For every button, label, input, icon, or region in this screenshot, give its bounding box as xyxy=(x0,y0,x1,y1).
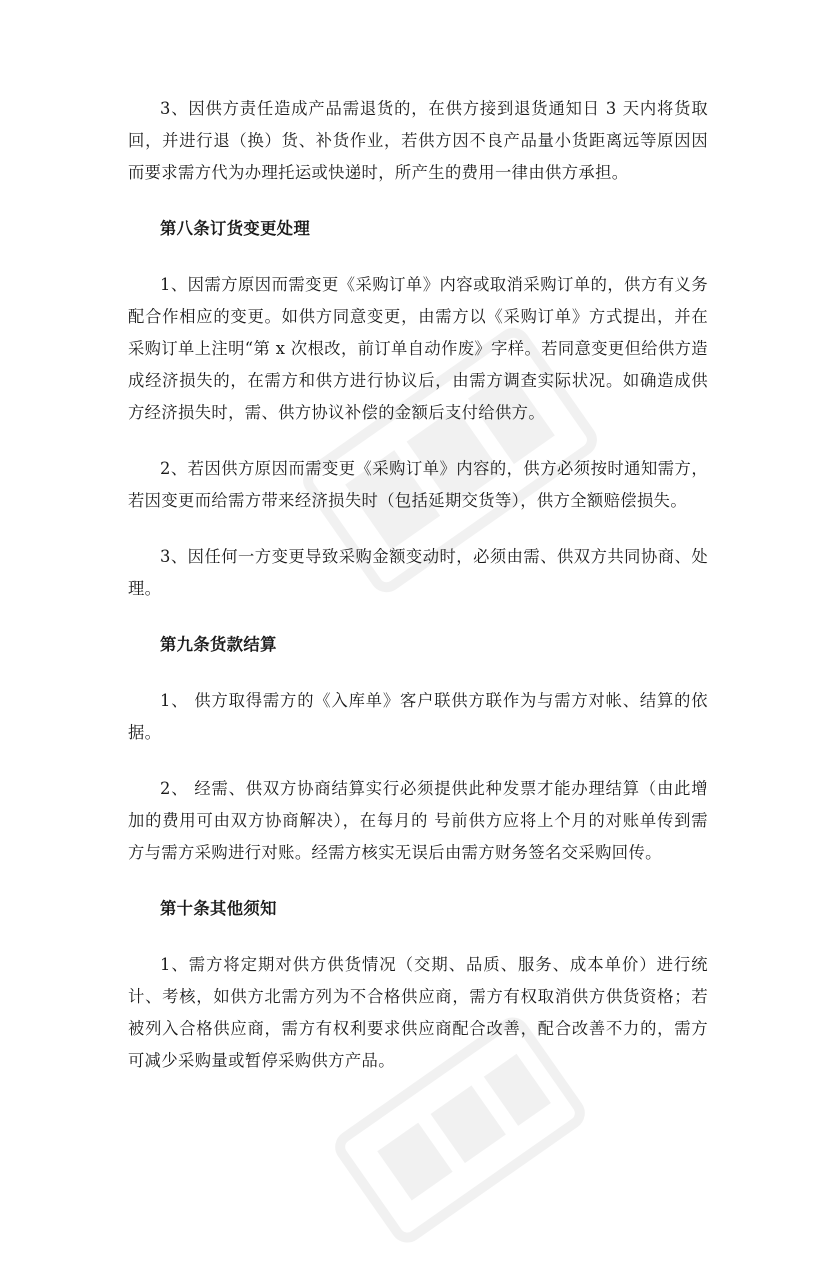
paragraph-article-10-item-1: 1、需方将定期对供方供货情况（交期、品质、服务、成本单价）进行统计、考核，如供方北需方列为不合格供应商，需方有权取消供方供货资格；若被列入合格供应商，需方有权利要求供应商配合改善，配合改善不力的，需方可减少采购量或暂停采购供方产品。 xyxy=(128,955,708,1070)
section-heading-article-9: 第九条货款结算 xyxy=(160,635,277,654)
document-body xyxy=(128,93,708,1077)
paragraph-article-8-item-3: 3、因任何一方变更导致采购金额变动时，必须由需、供双方共同协商、处理。 xyxy=(128,547,708,598)
section-heading-article-10: 第十条其他须知 xyxy=(160,899,277,918)
paragraph-article-8-item-1: 1、因需方原因而需变更《采购订单》内容或取消采购订单的，供方有义务配合作相应的变更。如供方同意变更，由需方以《采购订单》方式提出，并在采购订单上注明“第 x 次根改，前订单自动作废》字样。若同意变更但给供方造成经济损失的，在需方和供方进行协议后，由需方调查实际状况。如确造成供方经济损失时，需、供方协议补偿的金额后支付给供方。 xyxy=(128,275,708,422)
paragraph-article-8-item-2: 2、若因供方原因而需变更《采购订单》内容的，供方必须按时通知需方，若因变更而给需方带来经济损失时（包括延期交货等），供方全额赔偿损失。 xyxy=(128,459,708,510)
paragraph-article-9-item-1: 1、 供方取得需方的《入库单》客户联供方联作为与需方对帐、结算的依据。 xyxy=(128,691,708,742)
section-heading-article-8: 第八条订货变更处理 xyxy=(160,219,311,238)
paragraph-article-9-item-2: 2、 经需、供双方协商结算实行必须提供此种发票才能办理结算（由此增加的费用可由双方协商解决），在每月的 号前供方应将上个月的对账单传到需方与需方采购进行对账。经需方核实无误后由需方财务签名交采购回传。 xyxy=(128,779,708,862)
paragraph-return-goods: 3、因供方责任造成产品需退货的，在供方接到退货通知日 3 天内将货取回，并进行退（换）货、补货作业，若供方因不良产品量小货距离远等原因因而要求需方代为办理托运或快递时，所产生的费用一律由供方承担。 xyxy=(128,99,708,182)
